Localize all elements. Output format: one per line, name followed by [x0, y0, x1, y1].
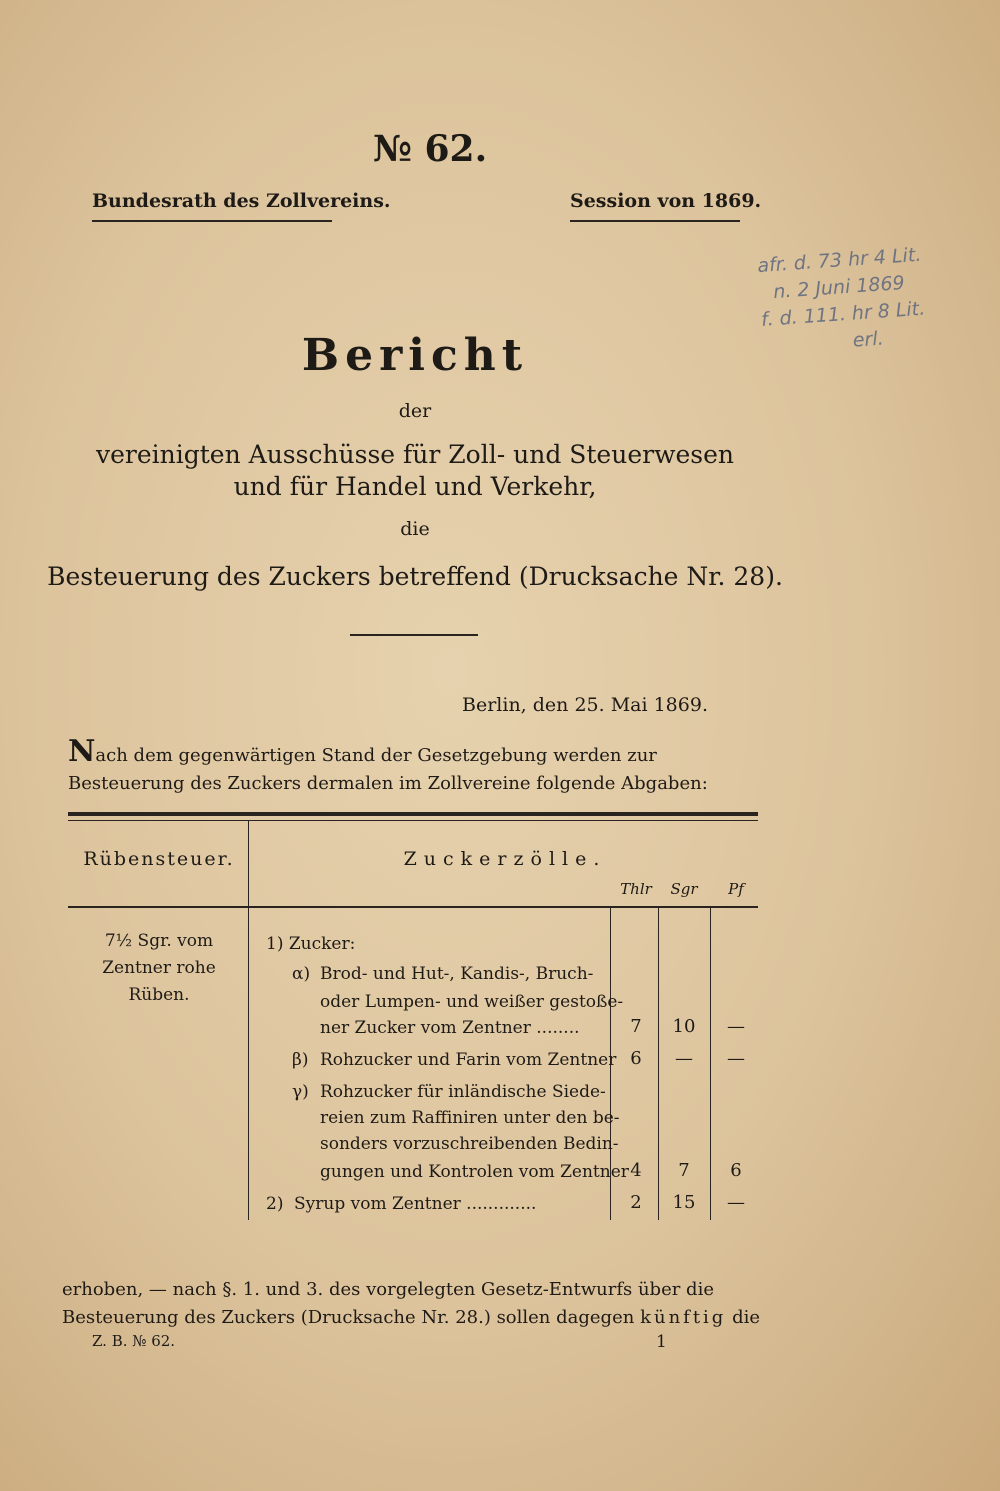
- value-pfennig: 6: [730, 1160, 742, 1181]
- intro-paragraph: [68, 734, 768, 798]
- report-heading: Bericht: [301, 330, 529, 381]
- title-divider: [350, 634, 478, 636]
- unit-silbergroschen: Sgr: [670, 880, 698, 898]
- council-name: Bundesrath des Zollvereins.: [92, 190, 391, 212]
- emphasized-word: künftig: [640, 1307, 727, 1328]
- margin-note-line: erl.: [852, 327, 885, 352]
- drop-initial: N: [68, 734, 96, 769]
- item-line: gungen und Kontrolen vom Zentner: [320, 1162, 629, 1182]
- page-number: 1: [656, 1332, 667, 1352]
- value-groschen: 15: [672, 1192, 696, 1213]
- value-groschen: 7: [678, 1160, 690, 1181]
- item-line: oder Lumpen- und weißer gestoße-: [320, 992, 624, 1012]
- title-der: der: [398, 400, 432, 422]
- title-die: die: [400, 518, 430, 540]
- item-line: Syrup vom Zentner .............: [294, 1194, 537, 1214]
- item-label: α): [292, 964, 311, 984]
- continuation-text: erhoben, — nach §. 1. und 3. des vorgelegten Gesetz-Entwurfs über die Besteuerung des Zuckers (Drucksache Nr. 28.) sollen dagegen: [62, 1279, 714, 1328]
- item-line: sonders vorzuschreibenden Bedin-: [320, 1134, 619, 1154]
- table-value-divider: [710, 908, 711, 1220]
- value-groschen: —: [675, 1048, 693, 1069]
- item-line: ner Zucker vom Zentner ........: [320, 1018, 580, 1038]
- unit-thaler: Thlr: [620, 880, 652, 898]
- value-pfennig: —: [727, 1016, 745, 1037]
- title-committees-cont: und für Handel und Verkehr,: [233, 472, 597, 501]
- continuation-end: die: [732, 1307, 761, 1328]
- ruebensteuer-rate: 7½ Sgr. vom Zentner rohe Rüben.: [102, 931, 216, 1005]
- value-pfennig: —: [727, 1048, 745, 1069]
- value-thaler: 4: [630, 1160, 642, 1181]
- item-label: 2): [266, 1194, 284, 1214]
- value-thaler: 6: [630, 1048, 642, 1069]
- item-line: Brod- und Hut-, Kandis-, Bruch-: [320, 964, 594, 984]
- table-top-rule: [68, 812, 758, 816]
- value-thaler: 2: [630, 1192, 642, 1213]
- table-header-rule: [68, 906, 758, 908]
- table-top-rule-thin: [68, 820, 758, 821]
- margin-note-line: n. 2 Juni 1869: [772, 271, 906, 304]
- session-underline: [570, 220, 740, 222]
- column-header-ruebensteuer: Rübensteuer.: [83, 848, 235, 870]
- value-thaler: 7: [630, 1016, 642, 1037]
- item-label: γ): [292, 1082, 309, 1102]
- council-underline: [92, 220, 332, 222]
- margin-note-line: f. d. 111. hr 8 Lit.: [760, 297, 926, 331]
- session-label: Session von 1869.: [570, 190, 762, 212]
- item-label: β): [292, 1050, 309, 1070]
- margin-note-line: afr. d. 73 hr 4 Lit.: [756, 243, 923, 278]
- value-pfennig: —: [727, 1192, 745, 1213]
- value-groschen: 10: [672, 1016, 696, 1037]
- item-line: reien zum Raffiniren unter den be-: [320, 1108, 620, 1128]
- title-committees: vereinigten Ausschüsse für Zoll- und Steuerwesen: [95, 440, 734, 469]
- column-header-zuckerzoelle: Zuckerzölle.: [403, 848, 607, 870]
- dateline: Berlin, den 25. Mai 1869.: [462, 694, 708, 716]
- table-col-divider: [248, 820, 249, 1220]
- document-signature: Z. B. № 62.: [92, 1332, 176, 1350]
- item-line: Rohzucker für inländische Siede-: [320, 1082, 606, 1102]
- zucker-label: 1) Zucker:: [266, 934, 356, 954]
- unit-pfennig: Pf: [728, 880, 744, 898]
- document-number: № 62.: [372, 128, 488, 170]
- intro-text: ach dem gegenwärtigen Stand der Gesetzgebung werden zur Besteuerung des Zuckers dermalen im Zollvereine folgende Abgaben:: [68, 745, 708, 794]
- item-line: Rohzucker und Farin vom Zentner: [320, 1050, 617, 1070]
- continuation-paragraph: [62, 1276, 762, 1332]
- title-subject: Besteuerung des Zuckers betreffend (Drucksache Nr. 28).: [47, 562, 783, 591]
